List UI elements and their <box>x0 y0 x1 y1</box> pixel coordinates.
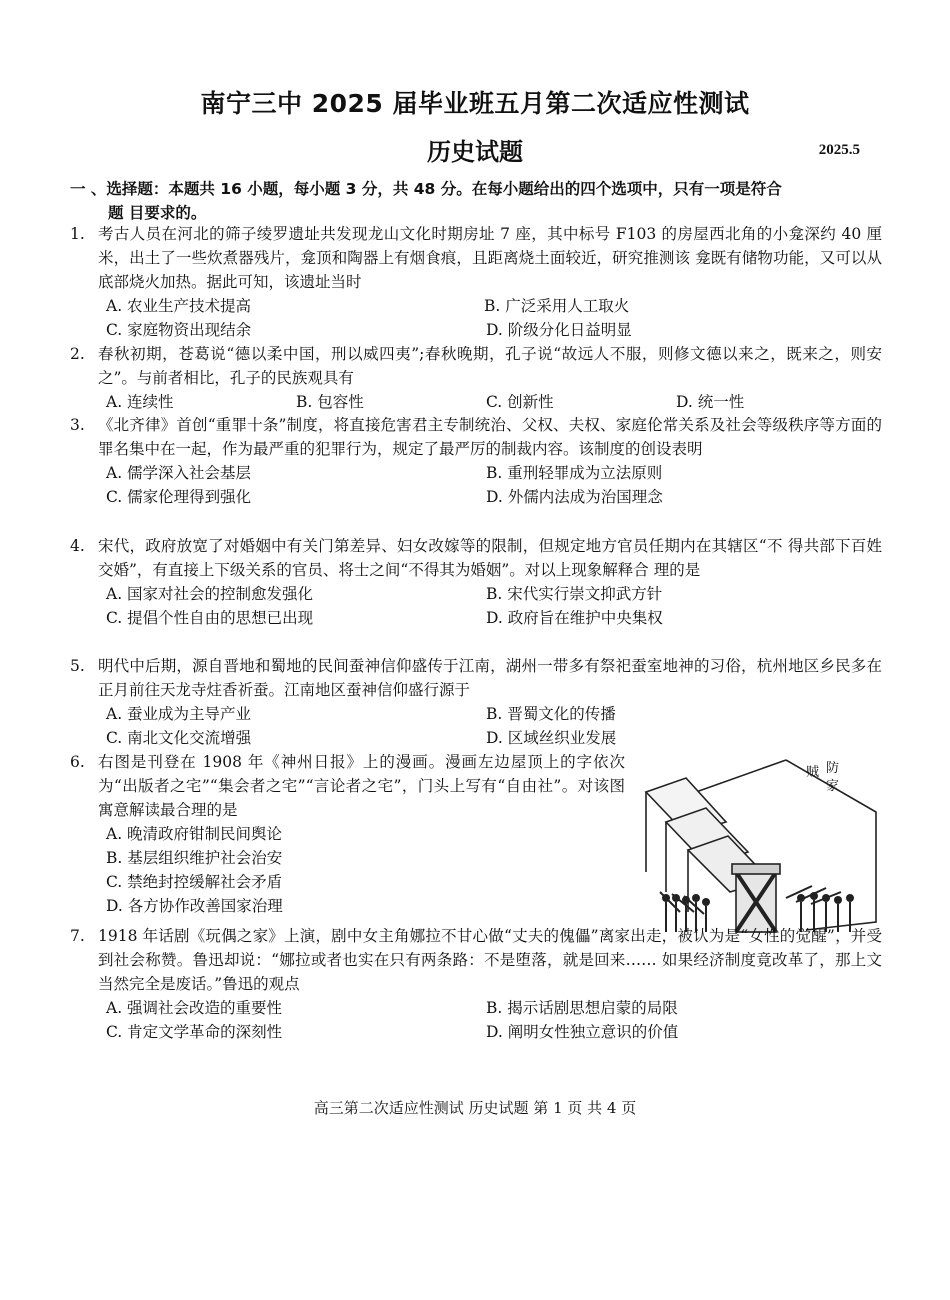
question-5 <box>70 654 882 750</box>
question-number: 5. <box>70 657 85 675</box>
question-6 <box>70 750 625 918</box>
cartoon-illustration <box>636 752 881 942</box>
option-a[interactable]: A. 儒学深入社会基层 <box>106 464 252 482</box>
option-b[interactable]: B. 揭示话剧思想启蒙的局限 <box>486 999 678 1017</box>
options <box>106 996 882 1044</box>
question-number: 3. <box>70 416 85 434</box>
question-2 <box>70 342 882 414</box>
option-b[interactable]: B. 重刑轻罪成为立法原则 <box>486 464 663 482</box>
option-d[interactable]: D. 阶级分化日益明显 <box>486 321 632 339</box>
option-a[interactable]: A. 连续性 <box>106 393 174 411</box>
option-c[interactable]: C. 家庭物资出现结余 <box>106 321 252 339</box>
exam-title: 南宁三中 2025 届毕业班五月第二次适应性测试 <box>200 89 750 118</box>
question-number: 4. <box>70 537 85 555</box>
question-stem: 《北齐律》首创“重罪十条”制度，将直接危害君主专制统治、父权、夫权、家庭伦常关系及社会等级秩序等方面的罪名集中在一起，作为最严重的犯罪行为，规定了最严厉的制裁内容。该制度的创设表明 <box>98 416 882 458</box>
options <box>106 390 882 414</box>
option-b[interactable]: B. 广泛采用人工取火 <box>484 297 630 315</box>
option-c[interactable]: C. 禁绝封控缓解社会矛盾 <box>106 873 283 891</box>
option-d[interactable]: D. 区域丝织业发展 <box>486 729 617 747</box>
option-c[interactable]: C. 儒家伦理得到强化 <box>106 488 252 506</box>
option-b[interactable]: B. 基层组织维护社会治安 <box>106 849 283 867</box>
cartoon-label-2: 防 <box>826 761 840 776</box>
option-b[interactable]: B. 宋代实行崇文抑武方针 <box>486 585 663 603</box>
option-a[interactable]: A. 蚕业成为主导产业 <box>106 705 252 723</box>
option-b[interactable]: B. 包容性 <box>296 393 364 411</box>
question-number: 2. <box>70 345 85 363</box>
question-number: 6. <box>70 753 85 771</box>
option-c[interactable]: C. 创新性 <box>486 393 554 411</box>
question-number: 1. <box>70 225 85 243</box>
option-a[interactable]: A. 晚清政府钳制民间舆论 <box>106 825 283 843</box>
options <box>106 702 882 750</box>
question-stem: 右图是刊登在 1908 年《神州日报》上的漫画。漫画左边屋顶上的字依次为“出版者之宅”“集会者之宅”“言论者之宅”，门头上写有“自由社”。对该图寓意解读最合理的是 <box>98 753 625 819</box>
page-footer: 高三第二次适应性测试 历史试题 第 1 页 共 4 页 <box>313 1099 637 1117</box>
exam-date: 2025.5 <box>818 142 860 158</box>
question-stem: 考古人员在河北的筛子绫罗遗址共发现龙山文化时期房址 7 座，其中标号 F103 的房屋西北角的小龛深约 40 厘米，出土了一些炊煮器残片，龛顶和陶器上有烟食痕，且距离烧土面较近，研究推测该 龛既有储物功能，又可以从底部烧火加热。据此可知，该遗址当时 <box>98 225 882 291</box>
option-d[interactable]: D. 外儒内法成为治国理念 <box>486 488 663 506</box>
question-4 <box>70 534 882 630</box>
options <box>106 461 882 509</box>
option-d[interactable]: D. 各方协作改善国家治理 <box>106 897 283 915</box>
question-stem: 宋代，政府放宽了对婚姻中有关门第差异、妇女改嫁等的限制，但规定地方官员任期内在其辖区“不 得共部下百姓交婚”，有直接上下级关系的官员、将士之间“不得其为婚姻”。对以上现象解释合 理的是 <box>98 537 882 579</box>
option-a[interactable]: A. 国家对社会的控制愈发强化 <box>106 585 314 603</box>
question-1 <box>70 222 882 342</box>
question-7 <box>70 924 882 1044</box>
options <box>106 582 882 630</box>
options <box>106 294 882 342</box>
options <box>106 822 625 918</box>
exam-subtitle: 历史试题 <box>427 138 523 166</box>
cartoon-label-3: 家 <box>826 779 840 794</box>
section-line-2: 题 目要求的。 <box>108 204 207 222</box>
option-d[interactable]: D. 阐明女性独立意识的价值 <box>486 1023 679 1041</box>
question-number: 7. <box>70 927 85 945</box>
option-a[interactable]: A. 强调社会改造的重要性 <box>106 999 283 1017</box>
section-line-1: 一 、选择题：本题共 16 小题，每小题 3 分，共 48 分。在每小题给出的四个选项中，只有一项是符合 <box>70 180 782 198</box>
question-3 <box>70 413 882 509</box>
option-d[interactable]: D. 统一性 <box>676 393 745 411</box>
question-stem: 1918 年话剧《玩偶之家》上演，剧中女主角娜拉不甘心做“丈夫的傀儡”离家出走，被认为是“女性的觉醒”，并受到社会称赞。鲁迅却说：“娜拉或者也实在只有两条路：不是堕落，就是回来…… 如果经济制度竟改革了，那上文当然完全是废话。”鲁迅的观点 <box>98 927 882 993</box>
option-c[interactable]: C. 南北文化交流增强 <box>106 729 252 747</box>
question-stem: 明代中后期，源自晋地和蜀地的民间蚕神信仰盛传于江南，湖州一带多有祭祀蚕室地神的习俗，杭州地区乡民多在正月前往天龙寺炷香祈蚕。江南地区蚕神信仰盛行源于 <box>98 657 882 699</box>
option-d[interactable]: D. 政府旨在维护中央集权 <box>486 609 663 627</box>
section-instructions <box>70 177 880 225</box>
option-b[interactable]: B. 晋蜀文化的传播 <box>486 705 616 723</box>
option-c[interactable]: C. 提倡个性自由的思想已出现 <box>106 609 314 627</box>
option-a[interactable]: A. 农业生产技术提高 <box>106 297 252 315</box>
question-stem: 春秋初期，苍葛说“德以柔中国，刑以威四夷”;春秋晚期，孔子说“故远人不服，则修文德以来之，既来之，则安之”。与前者相比，孔子的民族观具有 <box>98 345 882 387</box>
cartoon-label-1: 贼 <box>806 765 820 780</box>
option-c[interactable]: C. 肯定文学革命的深刻性 <box>106 1023 283 1041</box>
